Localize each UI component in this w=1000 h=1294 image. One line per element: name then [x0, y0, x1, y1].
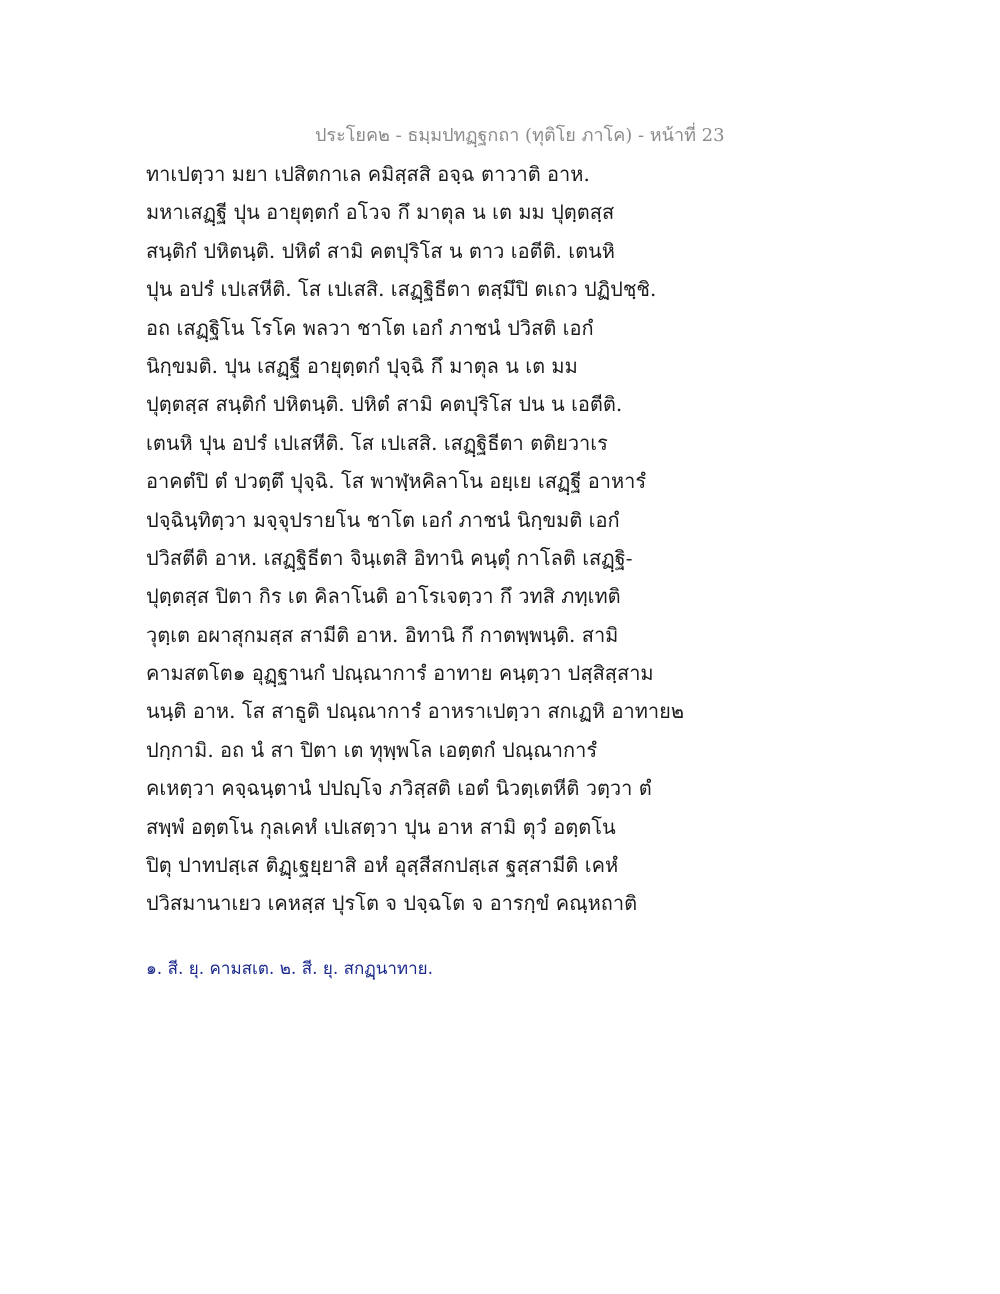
text-line: นิกฺขมติ. ปุน เสฏฺฐี อายุตฺตกํ ปุจฺฉิ กึ มาตุล น เต มม	[146, 353, 578, 378]
text-line: สพฺพํ อตฺตโน กุลเคหํ เปเสตฺวา ปุน อาห สามิ ตุวํ อตฺตโน	[146, 814, 616, 839]
text-line: ปจฺฉินฺทิตฺวา มจฺจุปรายโน ชาโต เอกํ ภาชนํ นิกฺขมติ เอกํ	[146, 507, 620, 532]
text-line: ปกฺกามิ. อถ นํ สา ปิตา เต ทุพฺพโล เอตฺตกํ ปณฺณาการํ	[146, 737, 598, 762]
text-line: ปุตฺตสฺส ปิตา กิร เต คิลาโนติ อาโรเจตฺวา กึ วทสิ ภทฺเทติ	[146, 584, 621, 609]
footnote: ๑. สี. ยุ. คามสเต. ๒. สี. ยุ. สกฏฺนาทาย.	[146, 959, 434, 979]
text-line: อถ เสฏฺฐิโน โรโค พลวา ชาโต เอกํ ภาชนํ ปวิสติ เอกํ	[146, 315, 594, 340]
text-line: ปุตฺตสฺส สนฺติกํ ปหิตนฺติ. ปหิตํ สามิ คตปุริโส ปน น เอตีติ.	[146, 392, 623, 417]
text-line: วุตฺเต อผาสุกมสฺส สามีติ อาห. อิทานิ กึ กาตพฺพนฺติ. สามิ	[146, 622, 619, 647]
body-text	[146, 155, 686, 923]
text-line: เตนหิ ปุน อปรํ เปเสหีติ. โส เปเสสิ. เสฏฺฐิธีตา ตติยวาเร	[146, 430, 608, 455]
text-line: ทาเปตฺวา มยา เปสิตกาเล คมิสฺสสิ อจฺฉ ตาวาติ อาห.	[146, 162, 590, 186]
text-line: ปิตุ ปาทปสฺเส ติฏฺเฐยฺยาสิ อหํ อุสฺสีสกปสฺเส ฐสฺสามีติ เคหํ	[146, 853, 619, 878]
text-line: คเหตฺวา คจฺฉนฺตานํ ปปญฺโจ ภวิสฺสติ เอตํ นิวตฺเตหีติ วตฺวา ตํ	[146, 776, 652, 801]
text-line: คามสตโต๑ อุฏฺฐานกํ ปณฺณาการํ อาทาย คนฺตฺวา ปสฺสิสฺสาม	[146, 661, 654, 686]
text-line: ปวิสมานาเยว เคหสฺส ปุรโต จ ปจฺฉโต จ อารกฺขํ คณฺหถาติ	[146, 891, 638, 916]
text-line: ปวิสตีติ อาห. เสฏฺฐิธีตา จินฺเตสิ อิทานิ คนฺตุํ กาโลติ เสฏฺฐิ-	[146, 545, 633, 570]
text-line: มหาเสฏฺฐี ปุน อายุตฺตกํ อโวจ กึ มาตุล น เต มม ปุตฺตสฺส	[146, 200, 615, 225]
text-line: นนฺติ อาห. โส สาธูติ ปณฺณาการํ อาหราเปตฺวา สกเฏหิ อาทาย๒	[146, 699, 685, 724]
text-line: สนฺติกํ ปหิตนฺติ. ปหิตํ สามิ คตปุริโส น ตาว เอตีติ. เตนหิ	[146, 238, 615, 263]
text-line: อาคตํปิ ตํ ปวตฺตึ ปุจฺฉิ. โส พาฬฺหคิลาโน อยฺเย เสฏฺฐี อาหารํ	[146, 469, 647, 494]
text-line: ปุน อปรํ เปเสหีติ. โส เปเสสิ. เสฏฺฐิธีตา ตสฺมึปิ ตเถว ปฏิปชฺชิ.	[146, 277, 657, 302]
running-header: ประโยค๒ - ธมฺมปทฏฺฐกถา (ทุติโย ภาโค) - หน้าที่ 23	[315, 125, 725, 146]
